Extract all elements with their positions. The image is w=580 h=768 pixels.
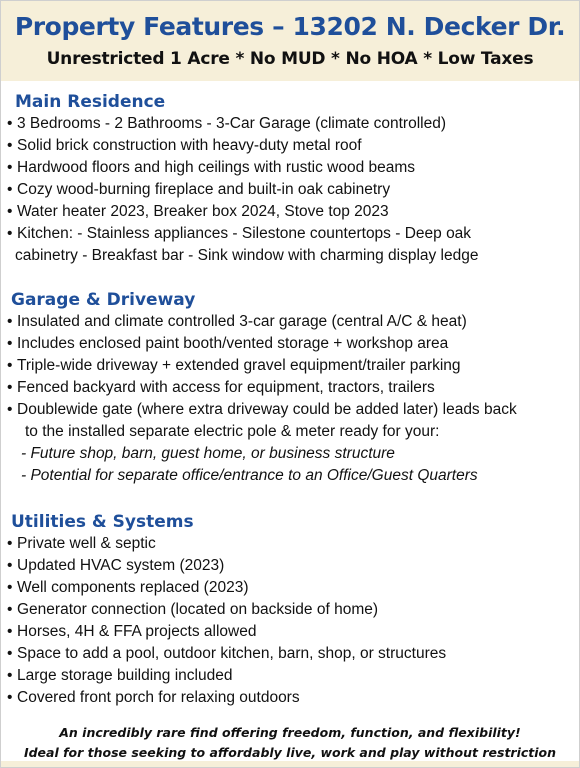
section-heading-garage-driveway: Garage & Driveway — [11, 290, 196, 310]
sub-item: - Future shop, barn, guest home, or business structure — [21, 445, 395, 462]
list-item: • Water heater 2023, Breaker box 2024, Stove top 2023 — [7, 201, 579, 223]
list-item: • Hardwood floors and high ceilings with rustic wood beams — [7, 157, 579, 179]
bottom-bar — [1, 761, 579, 767]
sub-item: - Potential for separate office/entrance to an Office/Guest Quarters — [21, 467, 478, 484]
flyer-footer — [1, 723, 579, 763]
list-item: • 3 Bedrooms - 2 Bathrooms - 3-Car Garage (climate controlled) — [7, 113, 579, 135]
utilities-list — [7, 533, 579, 709]
list-item: • Updated HVAC system (2023) — [7, 555, 579, 577]
list-item: • Doublewide gate (where extra driveway could be added later) leads back — [7, 399, 579, 421]
list-item: • Cozy wood-burning fireplace and built-in oak cabinetry — [7, 179, 579, 201]
list-item: • Kitchen: - Stainless appliances - Silestone countertops - Deep oak — [7, 223, 579, 245]
main-residence-list — [7, 113, 579, 245]
list-item: • Horses, 4H & FFA projects allowed — [7, 621, 579, 643]
page-subtitle: Unrestricted 1 Acre * No MUD * No HOA * Low Taxes — [46, 49, 534, 69]
page-title: Property Features – 13202 N. Decker Dr. — [14, 12, 566, 41]
garage-driveway-list — [7, 311, 579, 421]
section-garage-driveway — [1, 289, 579, 487]
section-heading-utilities: Utilities & Systems — [11, 512, 194, 532]
list-item: • Triple-wide driveway + extended gravel equipment/trailer parking — [7, 355, 579, 377]
gate-continuation-line: to the installed separate electric pole & meter ready for your: — [25, 423, 440, 440]
list-item: • Covered front porch for relaxing outdoors — [7, 687, 579, 709]
list-item: • Solid brick construction with heavy-duty metal roof — [7, 135, 579, 157]
list-item: • Private well & septic — [7, 533, 579, 555]
list-item: • Insulated and climate controlled 3-car garage (central A/C & heat) — [7, 311, 579, 333]
list-item: • Includes enclosed paint booth/vented storage + workshop area — [7, 333, 579, 355]
list-item: • Fenced backyard with access for equipment, tractors, trailers — [7, 377, 579, 399]
kitchen-continuation-line: cabinetry - Breakfast bar - Sink window with charming display ledge — [15, 247, 479, 264]
section-heading-main-residence: Main Residence — [15, 92, 166, 112]
list-item: • Generator connection (located on backside of home) — [7, 599, 579, 621]
section-utilities-systems — [1, 511, 579, 709]
section-main-residence — [1, 91, 579, 267]
list-item: • Space to add a pool, outdoor kitchen, barn, shop, or structures — [7, 643, 579, 665]
flyer-header — [1, 1, 579, 81]
footer-tagline: An incredibly rare find offering freedom, function, and flexibility! — [59, 725, 521, 740]
list-item: • Well components replaced (2023) — [7, 577, 579, 599]
list-item: • Large storage building included — [7, 665, 579, 687]
footer-tagline-secondary: Ideal for those seeking to affordably live, work and play without restriction — [23, 745, 557, 760]
